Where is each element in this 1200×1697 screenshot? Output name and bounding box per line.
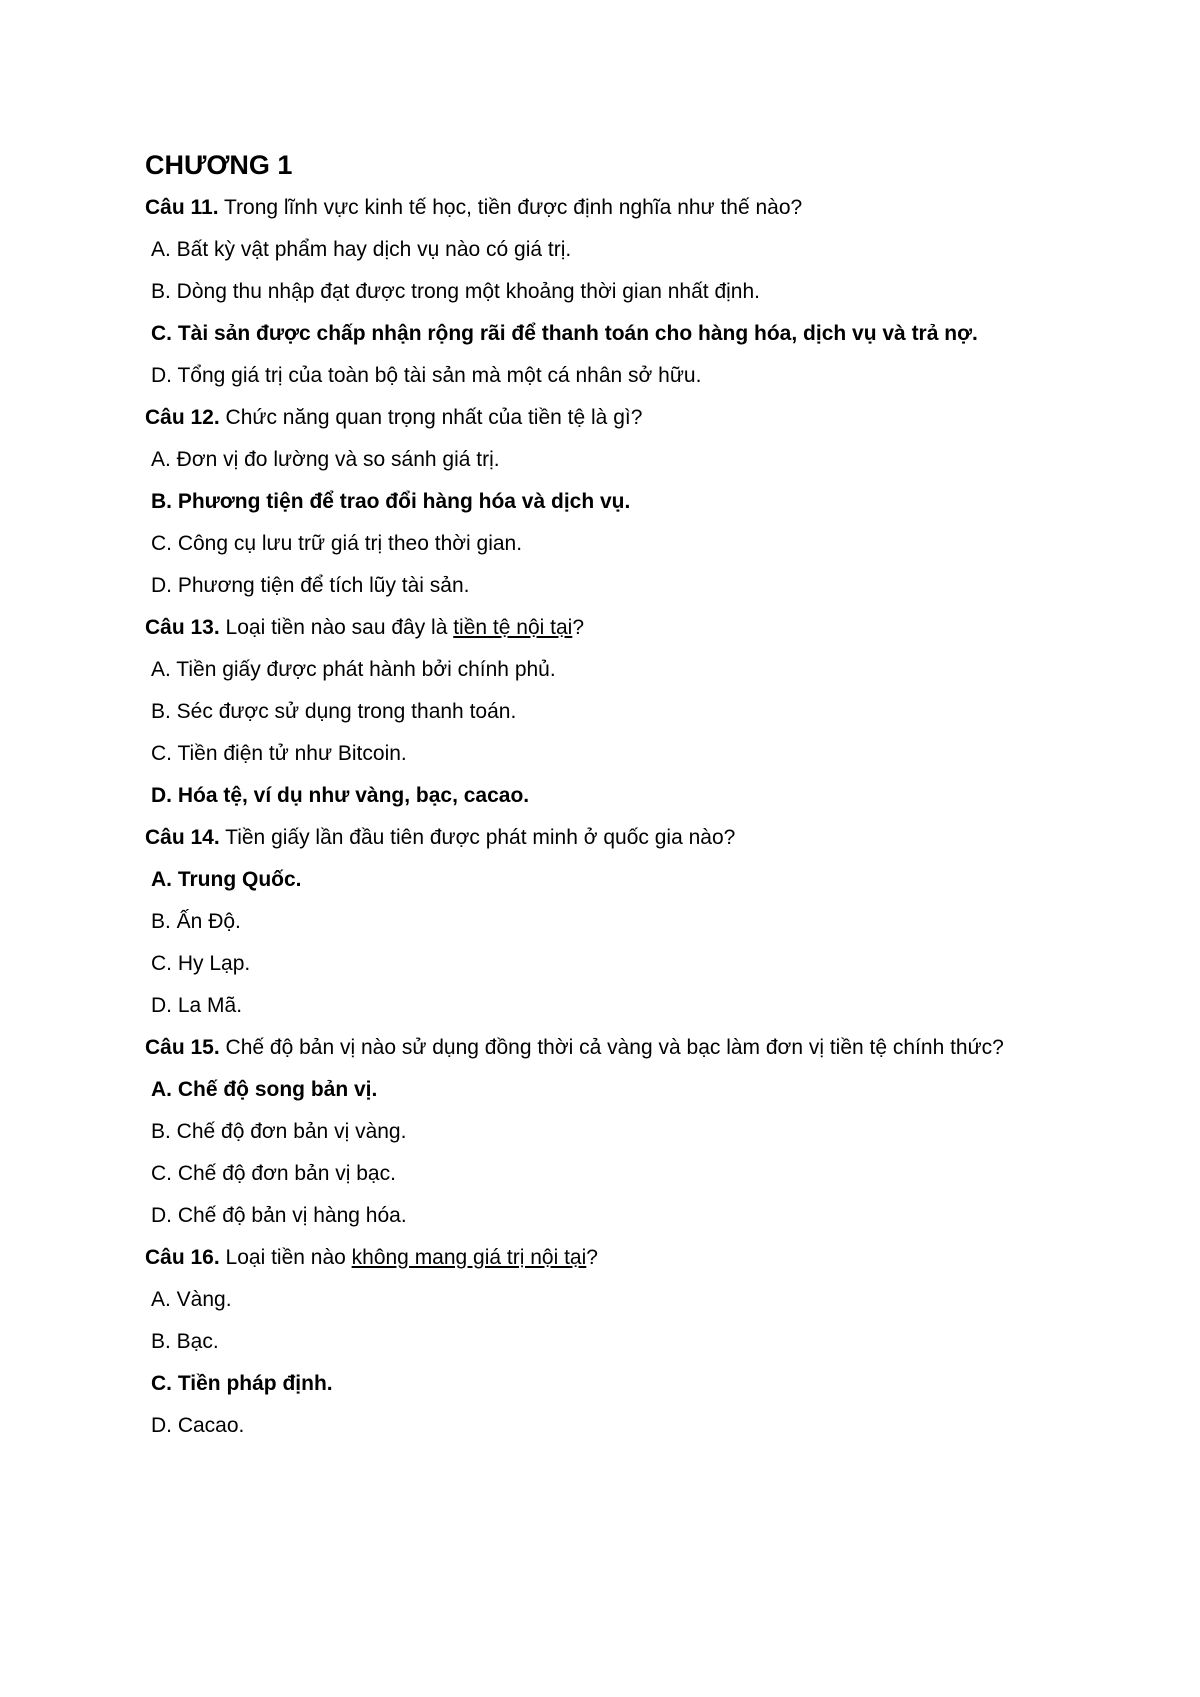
question-number: Câu 13. <box>145 616 220 639</box>
answer-option: A. Đơn vị đo lường và so sánh giá trị. <box>151 448 500 471</box>
question-text <box>145 1237 1045 1279</box>
question-number: Câu 12. <box>145 406 220 429</box>
answer-option: B. Chế độ đơn bản vị vàng. <box>151 1120 407 1143</box>
answer-option-correct: C. Tiền pháp định. <box>151 1372 333 1395</box>
answer-option: D. Chế độ bản vị hàng hóa. <box>151 1204 407 1227</box>
question-prompt: Chức năng quan trọng nhất của tiền tệ là gì? <box>219 406 643 429</box>
answer-option: B. Séc được sử dụng trong thanh toán. <box>151 700 517 723</box>
question-text <box>145 187 1045 229</box>
question-block <box>145 1027 1045 1237</box>
question-text <box>145 397 1045 439</box>
answer-option: D. Phương tiện để tích lũy tài sản. <box>151 574 470 597</box>
question-block <box>145 607 1045 817</box>
answer-option: B. Ấn Độ. <box>151 910 241 933</box>
answer-option: A. Bất kỳ vật phẩm hay dịch vụ nào có giá trị. <box>151 238 572 261</box>
answer-option: C. Công cụ lưu trữ giá trị theo thời gian. <box>151 532 523 555</box>
question-prompt-end: ? <box>572 616 584 639</box>
chapter-title: CHƯƠNG 1 <box>145 150 293 180</box>
answer-option-correct: C. Tài sản được chấp nhận rộng rãi để thanh toán cho hàng hóa, dịch vụ và trả nợ. <box>151 322 978 345</box>
answer-option: D. Cacao. <box>151 1414 245 1437</box>
answer-option-correct: A. Trung Quốc. <box>151 868 302 891</box>
answer-option: D. La Mã. <box>151 994 243 1017</box>
answer-option: B. Dòng thu nhập đạt được trong một khoảng thời gian nhất định. <box>151 280 760 303</box>
question-block <box>145 1237 1045 1447</box>
answer-option: A. Vàng. <box>151 1288 232 1311</box>
answer-option: C. Tiền điện tử như Bitcoin. <box>151 742 407 765</box>
question-number: Câu 15. <box>145 1036 220 1059</box>
question-prompt: Chế độ bản vị nào sử dụng đồng thời cả vàng và bạc làm đơn vị tiền tệ chính thức? <box>219 1036 1004 1059</box>
question-prompt: Loại tiền nào sau đây là <box>219 616 454 639</box>
question-prompt: Trong lĩnh vực kinh tế học, tiền được định nghĩa như thế nào? <box>218 196 803 219</box>
answer-option-correct: B. Phương tiện để trao đổi hàng hóa và dịch vụ. <box>151 490 631 513</box>
answer-option-correct: A. Chế độ song bản vị. <box>151 1078 378 1101</box>
question-prompt-end: ? <box>586 1246 598 1269</box>
question-text <box>145 607 1045 649</box>
question-prompt: Loại tiền nào <box>219 1246 352 1269</box>
underlined-term: không mang giá trị nội tại <box>351 1246 587 1269</box>
underlined-term: tiền tệ nội tại <box>453 616 573 639</box>
question-number: Câu 14. <box>145 826 220 849</box>
document-page <box>145 145 1045 1447</box>
question-text <box>145 817 1045 859</box>
question-block <box>145 397 1045 607</box>
answer-option: A. Tiền giấy được phát hành bởi chính phủ. <box>151 658 556 681</box>
answer-option: C. Hy Lạp. <box>151 952 251 975</box>
question-text <box>145 1027 1045 1069</box>
question-prompt: Tiền giấy lần đầu tiên được phát minh ở quốc gia nào? <box>219 826 736 849</box>
answer-option: C. Chế độ đơn bản vị bạc. <box>151 1162 396 1185</box>
answer-option-correct: D. Hóa tệ, ví dụ như vàng, bạc, cacao. <box>151 784 530 807</box>
question-number: Câu 16. <box>145 1246 220 1269</box>
question-block <box>145 187 1045 397</box>
question-block <box>145 817 1045 1027</box>
question-number: Câu 11. <box>145 196 219 219</box>
answer-option: B. Bạc. <box>151 1330 219 1353</box>
answer-option: D. Tổng giá trị của toàn bộ tài sản mà một cá nhân sở hữu. <box>151 364 702 387</box>
